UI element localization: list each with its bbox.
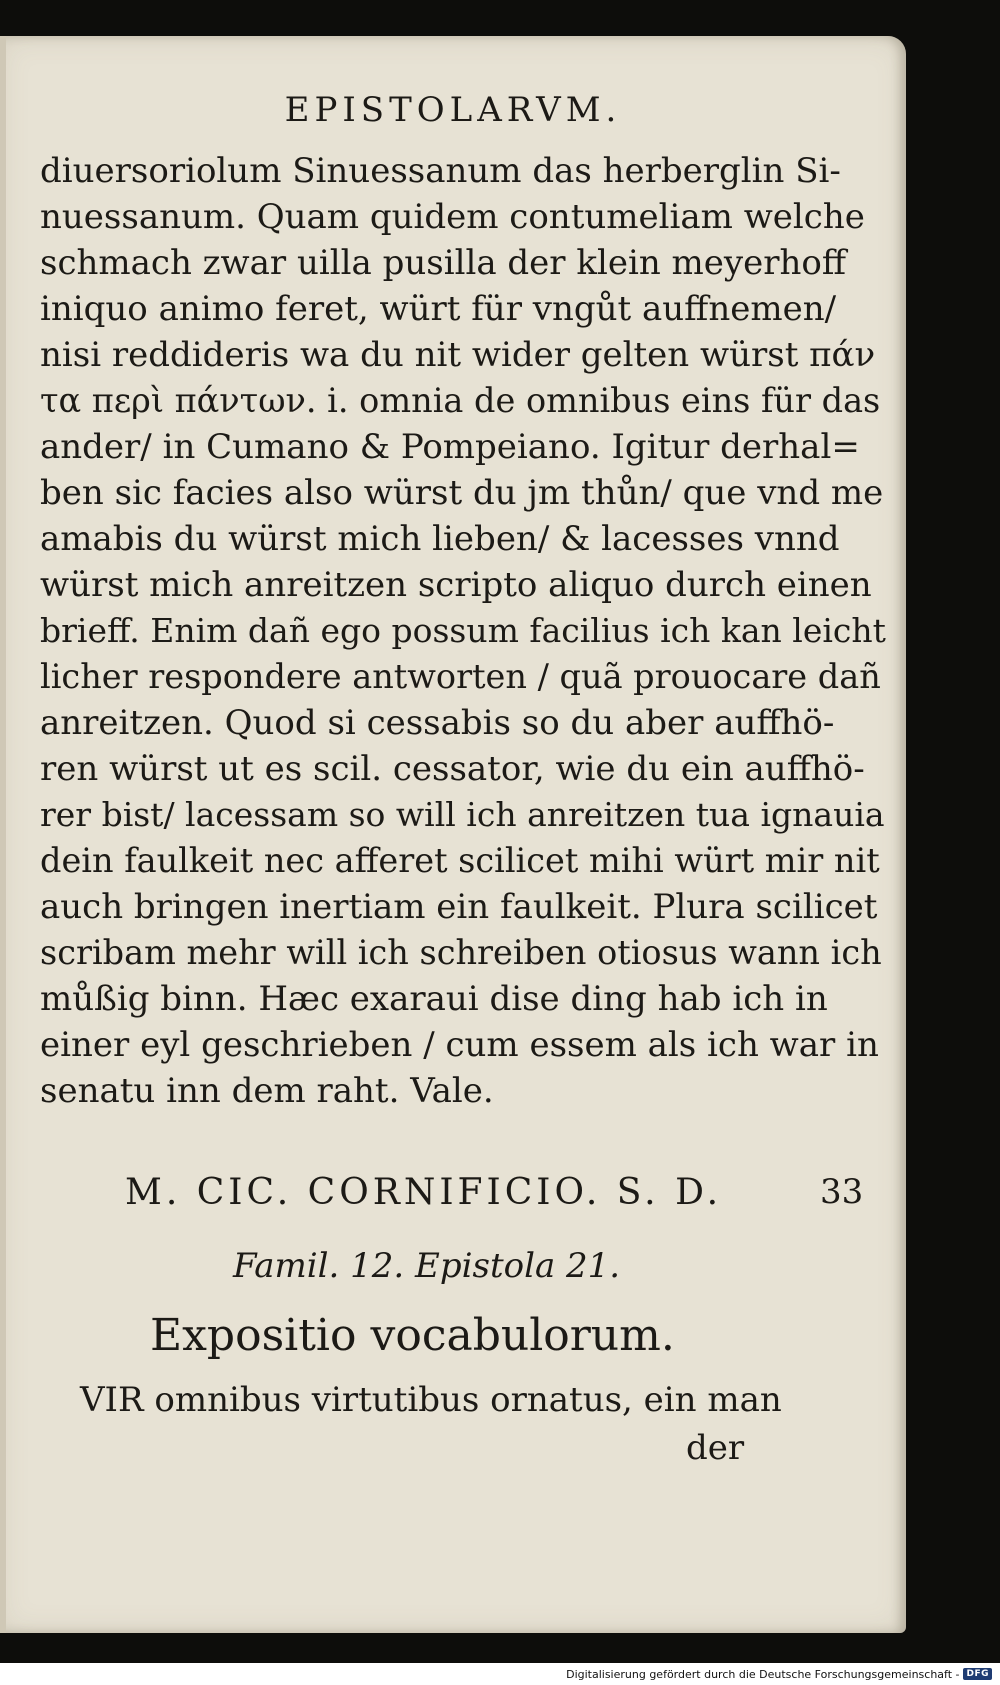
text-line: τα περὶ πάντων. i. omnia de omnibus eins für das (40, 381, 881, 420)
text-line: nuessanum. Quam quidem contumeliam welche (40, 197, 865, 237)
text-line: anreitzen. Quod si cessabis so du aber auffhö- (40, 703, 835, 743)
text-line: ben sic facies also würst du jm thůn/ que vnd me (40, 473, 884, 513)
digitization-footer (0, 1663, 1000, 1685)
text-line: diuersoriolum Sinuessanum das herberglin Si- (40, 151, 841, 191)
letter-heading: M. CIC. CORNIFICIO. S. D. (125, 1172, 723, 1213)
dfg-logo: DFG (963, 1668, 992, 1680)
text-line: senatu inn dem raht. Vale. (40, 1071, 494, 1111)
section-title: Expositio vocabulorum. (150, 1310, 675, 1361)
text-line: scribam mehr will ich schreiben otiosus wann ich (40, 933, 882, 972)
text-line: iniquo animo feret, würt für vngůt auffnemen/ (40, 289, 837, 329)
text-line: würst mich anreitzen scripto aliquo durch einen (40, 565, 872, 605)
text-line: einer eyl geschrieben / cum essem als ich war in (40, 1025, 879, 1065)
text-line: amabis du würst mich lieben/ & lacesses vnnd (40, 519, 840, 559)
text-line: rer bist/ lacessam so will ich anreitzen tua ignauia (40, 795, 885, 834)
letter-reference: Famil. 12. Epistola 21. (233, 1246, 621, 1286)
footer-text: Digitalisierung gefördert durch die Deutsche Forschungsgemeinschaft - (566, 1667, 960, 1681)
text-line: schmach zwar uilla pusilla der klein meyerhoff (40, 243, 846, 283)
text-line: můßig binn. Hæc exaraui dise ding hab ich in (40, 979, 828, 1019)
running-head: EPISTOLARVM. (284, 90, 622, 130)
text-line: dein faulkeit nec afferet scilicet mihi würt mir nit (40, 841, 880, 880)
text-line: ander/ in Cumano & Pompeiano. Igitur derhal= (40, 427, 860, 467)
text-line: ren würst ut es scil. cessator, wie du ein auffhö- (40, 749, 865, 789)
text-line: brieff. Enim dañ ego possum facilius ich kan leicht (40, 611, 886, 650)
page-number: 33 (820, 1172, 864, 1212)
text-line: auch bringen inertiam ein faulkeit. Plura scilicet (40, 887, 878, 927)
text-line: VIR omnibus virtutibus ornatus, ein man (80, 1380, 782, 1420)
catchword: der (686, 1428, 745, 1468)
text-line: nisi reddideris wa du nit wider gelten würst πάν (40, 335, 876, 375)
page-edge (0, 36, 6, 1633)
text-line: licher respondere antworten / quã prouocare dañ (40, 657, 881, 696)
